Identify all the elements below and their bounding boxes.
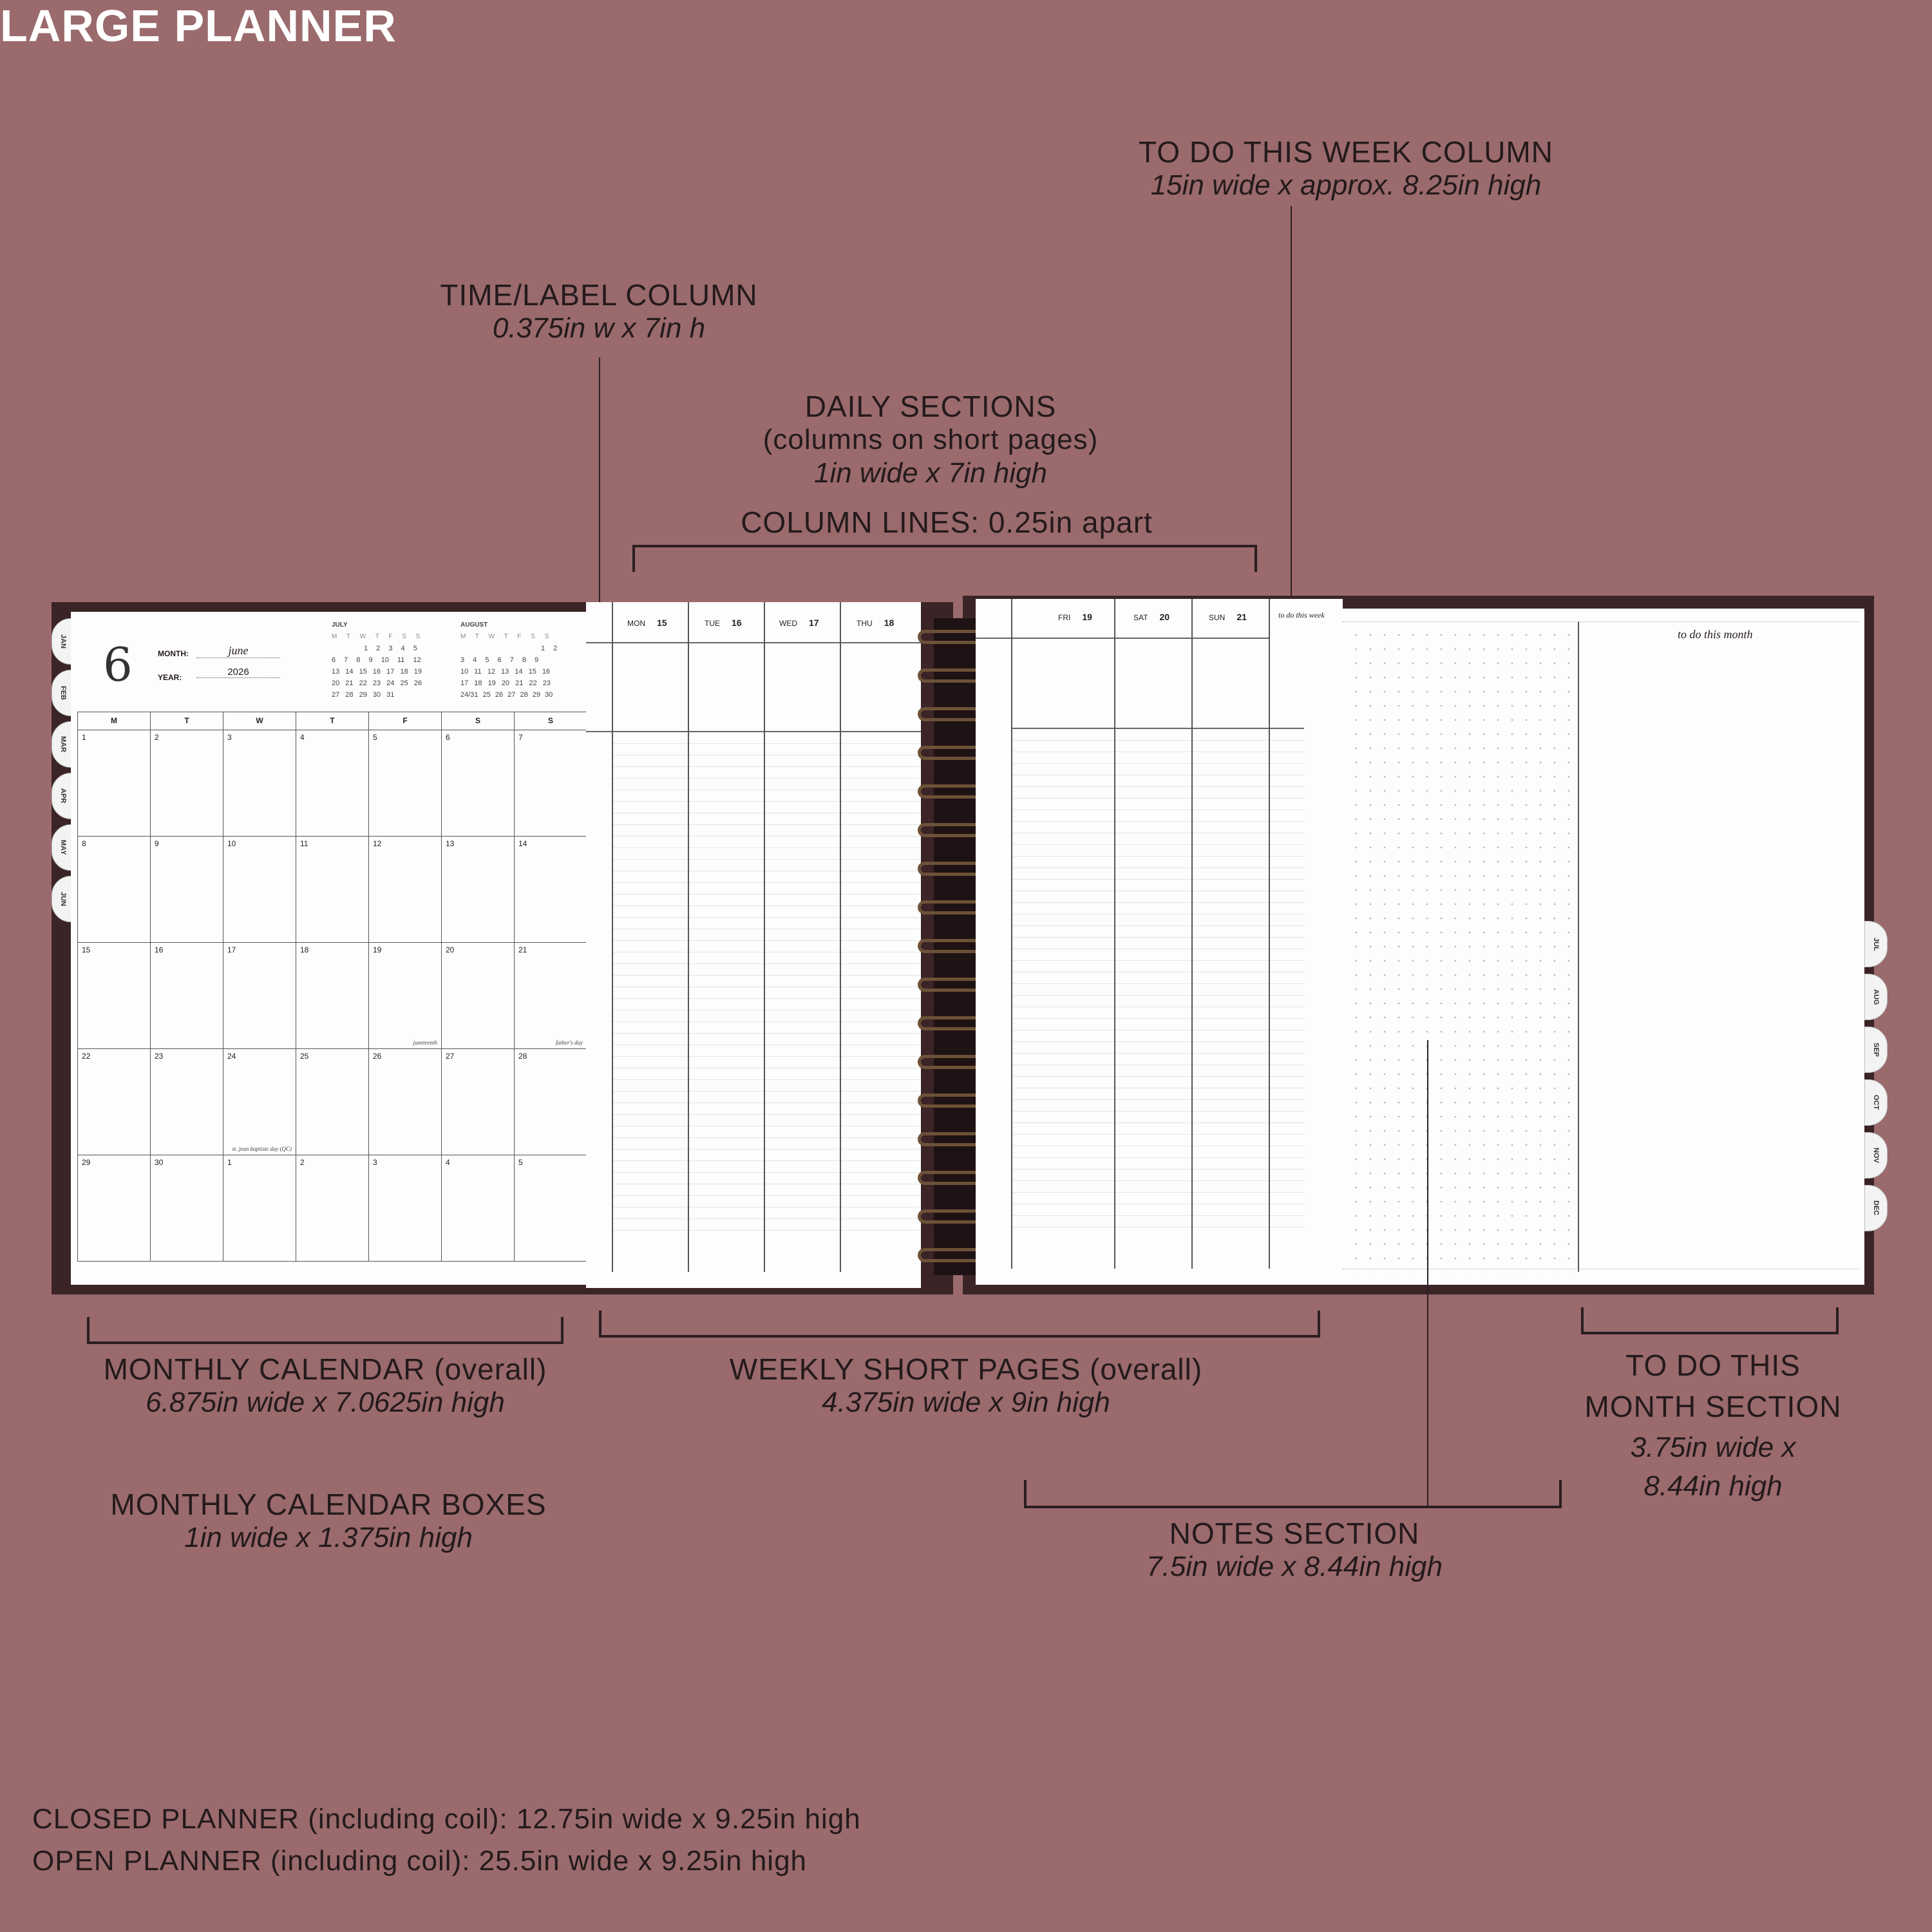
calendar-day-box[interactable] bbox=[515, 730, 587, 837]
monthly-calendar-bracket bbox=[87, 1317, 564, 1344]
mini-july-row: 20 21 22 23 24 25 26 bbox=[332, 679, 422, 687]
calendar-day-box[interactable] bbox=[223, 943, 296, 1049]
calendar-day-box[interactable] bbox=[369, 1155, 442, 1262]
todo-week-divider bbox=[1269, 599, 1270, 1269]
todo-month-column-label: to do this month bbox=[1678, 628, 1753, 641]
todo-month-heading-2: MONTH SECTION bbox=[1584, 1390, 1842, 1423]
weekday-header: S bbox=[442, 712, 515, 730]
monthly-calendar-label bbox=[87, 1352, 564, 1419]
notes-bracket bbox=[1024, 1480, 1562, 1508]
notes-dims: 7.5in wide x 8.44in high bbox=[1146, 1551, 1443, 1582]
tab-mar[interactable]: MAR bbox=[52, 721, 75, 768]
notes-todo-page bbox=[1343, 609, 1864, 1285]
tab-feb[interactable]: FEB bbox=[52, 670, 75, 716]
tab-jun[interactable]: JUN bbox=[52, 876, 75, 922]
mini-aug-row: 17 18 19 20 21 22 23 bbox=[460, 679, 551, 687]
todo-week-label bbox=[1082, 135, 1610, 202]
day-divider bbox=[688, 602, 689, 1272]
day-number: 12 bbox=[373, 839, 382, 848]
day-number: 24 bbox=[227, 1052, 236, 1061]
day-header-wed: WED 17 bbox=[779, 618, 819, 628]
daily-dims: 1in wide x 7in high bbox=[813, 457, 1047, 489]
mini-aug-row: 10 11 12 13 14 15 16 bbox=[460, 668, 551, 676]
time-label-column-label bbox=[386, 278, 811, 345]
calendar-day-box[interactable] bbox=[442, 943, 515, 1049]
calendar-day-box[interactable] bbox=[223, 730, 296, 837]
tab-jul[interactable]: JUL bbox=[1864, 921, 1888, 967]
calendar-day-box[interactable] bbox=[296, 730, 369, 837]
day-number: 3 bbox=[373, 1158, 377, 1167]
todo-week-heading: TO DO THIS WEEK COLUMN bbox=[1139, 135, 1553, 169]
monthly-calendar-heading: MONTHLY CALENDAR (overall) bbox=[103, 1352, 547, 1386]
mini-calendar-august bbox=[460, 620, 557, 701]
weekday-header: T bbox=[296, 712, 369, 730]
day-number: 10 bbox=[227, 839, 236, 848]
weekday-header: W bbox=[223, 712, 296, 730]
weekly-left-page bbox=[586, 602, 921, 1288]
weekly-short-dims: 4.375in wide x 9in high bbox=[822, 1387, 1110, 1418]
year-field-value[interactable]: 2026 bbox=[196, 667, 280, 678]
day-number: 1 bbox=[227, 1158, 232, 1167]
calendar-day-box[interactable] bbox=[369, 943, 442, 1049]
day-header-sun: SUN 21 bbox=[1209, 612, 1247, 622]
calendar-day-box[interactable] bbox=[78, 1155, 151, 1262]
day-header-thu: THU 18 bbox=[857, 618, 895, 628]
tab-oct[interactable]: OCT bbox=[1864, 1079, 1888, 1126]
day-number: 4 bbox=[300, 733, 305, 742]
mini-aug-row: 3 4 5 6 7 8 9 bbox=[460, 656, 539, 664]
calendar-day-box[interactable] bbox=[78, 837, 151, 943]
day-number: 23 bbox=[155, 1052, 164, 1061]
daily-sub: (columns on short pages) bbox=[762, 424, 1099, 455]
page-title: LARGE PLANNER bbox=[0, 1, 397, 51]
mini-july-days: M T W T F S S bbox=[332, 633, 421, 640]
calendar-boxes-label bbox=[90, 1488, 567, 1555]
calendar-day-box[interactable] bbox=[442, 730, 515, 837]
calendar-day-box[interactable] bbox=[78, 1049, 151, 1155]
calendar-grid-body bbox=[77, 712, 587, 1262]
day-number: 22 bbox=[82, 1052, 91, 1061]
todo-week-column-label: to do this week bbox=[1278, 611, 1325, 620]
calendar-day-box[interactable] bbox=[78, 943, 151, 1049]
tab-aug[interactable]: AUG bbox=[1864, 974, 1888, 1020]
calendar-day-box[interactable] bbox=[442, 1155, 515, 1262]
weekly-short-bracket bbox=[599, 1311, 1320, 1338]
day-number: 8 bbox=[82, 839, 86, 848]
open-planner-dims: OPEN PLANNER (including coil): 25.5in wide x 9.25in high bbox=[32, 1845, 808, 1877]
day-number: 18 bbox=[300, 945, 309, 954]
day-number: 29 bbox=[82, 1158, 91, 1167]
calendar-day-box[interactable] bbox=[442, 1049, 515, 1155]
month-number: 6 bbox=[103, 638, 133, 692]
day-header-tue: TUE 16 bbox=[705, 618, 742, 628]
mini-july-row: 1 2 3 4 5 bbox=[364, 645, 417, 652]
daily-heading: DAILY SECTIONS bbox=[804, 390, 1057, 423]
column-lines-bracket bbox=[632, 545, 1257, 572]
calendar-day-box[interactable] bbox=[296, 943, 369, 1049]
weekly-short-label bbox=[708, 1352, 1224, 1419]
todo-week-dims: 15in wide x approx. 8.25in high bbox=[1150, 169, 1542, 201]
day-number: 7 bbox=[518, 733, 523, 742]
day-number: 13 bbox=[446, 839, 455, 848]
calendar-day-box[interactable] bbox=[151, 1049, 223, 1155]
day-number: 5 bbox=[373, 733, 377, 742]
notes-label bbox=[1037, 1517, 1552, 1584]
year-field-label: YEAR: bbox=[158, 673, 182, 682]
todo-month-label bbox=[1565, 1345, 1861, 1504]
calendar-day-box[interactable] bbox=[515, 1155, 587, 1262]
mini-aug-row: 1 2 bbox=[541, 645, 558, 652]
tab-may[interactable]: MAY bbox=[52, 824, 75, 871]
column-lines-heading: COLUMN LINES: 0.25in apart bbox=[741, 506, 1153, 539]
mini-calendar-july bbox=[332, 620, 422, 701]
todo-month-dims-1: 3.75in wide x bbox=[1630, 1432, 1796, 1463]
daily-sections-label bbox=[708, 390, 1153, 490]
todo-month-dims-2: 8.44in high bbox=[1643, 1470, 1783, 1502]
month-field-label: MONTH: bbox=[158, 649, 189, 658]
day-number: 9 bbox=[155, 839, 159, 848]
todo-month-bracket bbox=[1581, 1307, 1839, 1334]
month-field-value[interactable]: june bbox=[196, 644, 280, 658]
calendar-day-box[interactable] bbox=[369, 837, 442, 943]
day-number: 25 bbox=[300, 1052, 309, 1061]
mini-aug-days: M T W T F S S bbox=[460, 633, 549, 640]
time-label-dims: 0.375in w x 7in h bbox=[492, 312, 706, 344]
day-number: 28 bbox=[518, 1052, 527, 1061]
closed-planner-dims: CLOSED PLANNER (including coil): 12.75in wide x 9.25in high bbox=[32, 1803, 861, 1835]
calendar-day-box[interactable] bbox=[369, 1049, 442, 1155]
calendar-day-box[interactable] bbox=[151, 730, 223, 837]
day-number: 3 bbox=[227, 733, 232, 742]
calendar-day-box[interactable] bbox=[223, 837, 296, 943]
day-number: 14 bbox=[518, 839, 527, 848]
holiday-note: juneteenth bbox=[413, 1039, 437, 1046]
day-number: 27 bbox=[446, 1052, 455, 1061]
calendar-day-box[interactable] bbox=[151, 837, 223, 943]
calendar-day-box[interactable] bbox=[515, 1049, 587, 1155]
top-dotted-rule bbox=[1343, 621, 1858, 622]
notes-divider bbox=[1578, 621, 1579, 1272]
day-divider bbox=[1114, 599, 1115, 1269]
day-number: 17 bbox=[227, 945, 236, 954]
calendar-day-box[interactable] bbox=[442, 837, 515, 943]
day-number: 5 bbox=[518, 1158, 523, 1167]
day-divider bbox=[840, 602, 841, 1272]
day-number: 21 bbox=[518, 945, 527, 954]
day-header-mon: MON 15 bbox=[627, 618, 667, 628]
day-number: 26 bbox=[373, 1052, 382, 1061]
tab-dec[interactable]: DEC bbox=[1864, 1185, 1888, 1231]
calendar-day-box[interactable] bbox=[515, 837, 587, 943]
tab-jan[interactable]: JAN bbox=[52, 618, 75, 665]
day-number: 30 bbox=[155, 1158, 164, 1167]
notes-heading: NOTES SECTION bbox=[1169, 1517, 1420, 1550]
calendar-day-box[interactable] bbox=[78, 730, 151, 837]
calendar-day-box[interactable] bbox=[369, 730, 442, 837]
tab-sep[interactable]: SEP bbox=[1864, 1027, 1888, 1073]
notes-pointer bbox=[1427, 1040, 1428, 1507]
ruled-lines bbox=[612, 732, 921, 1235]
weekday-header: F bbox=[369, 712, 442, 730]
monthly-page bbox=[71, 612, 586, 1285]
calendar-boxes-dims: 1in wide x 1.375in high bbox=[184, 1522, 473, 1553]
weekday-header: M bbox=[78, 712, 151, 730]
time-label-heading: TIME/LABEL COLUMN bbox=[440, 278, 758, 312]
day-number: 19 bbox=[373, 945, 382, 954]
ruled-lines bbox=[1011, 729, 1304, 1231]
monthly-calendar-dims: 6.875in wide x 7.0625in high bbox=[146, 1387, 505, 1418]
day-number: 2 bbox=[155, 733, 159, 742]
mini-july-row: 6 7 8 9 10 11 12 bbox=[332, 656, 421, 664]
calendar-boxes-heading: MONTHLY CALENDAR BOXES bbox=[110, 1488, 547, 1521]
tab-apr[interactable]: APR bbox=[52, 773, 75, 819]
day-number: 4 bbox=[446, 1158, 450, 1167]
column-lines-label bbox=[696, 506, 1198, 539]
holiday-note: st. jean baptiste day (QC) bbox=[232, 1146, 292, 1152]
calendar-day-box[interactable] bbox=[223, 1049, 296, 1155]
day-number: 11 bbox=[300, 839, 308, 848]
holiday-note: father's day bbox=[555, 1039, 583, 1046]
day-number: 15 bbox=[82, 945, 91, 954]
day-number: 1 bbox=[82, 733, 86, 742]
mini-aug-name: AUGUST bbox=[460, 621, 488, 629]
tab-nov[interactable]: NOV bbox=[1864, 1132, 1888, 1179]
day-divider bbox=[1191, 599, 1193, 1269]
mini-july-name: JULY bbox=[332, 621, 348, 629]
mini-july-row: 27 28 29 30 31 bbox=[332, 691, 395, 699]
calendar-day-box[interactable] bbox=[151, 1155, 223, 1262]
day-header-fri: FRI 19 bbox=[1058, 612, 1092, 622]
day-number: 6 bbox=[446, 733, 450, 742]
mini-aug-row: 24/31 25 26 27 28 29 30 bbox=[460, 691, 553, 699]
mini-july-row: 13 14 15 16 17 18 19 bbox=[332, 668, 422, 676]
day-divider bbox=[1011, 599, 1012, 1269]
week-header-rule bbox=[586, 642, 921, 643]
week-header-rule bbox=[976, 638, 1269, 639]
calendar-day-box[interactable] bbox=[296, 837, 369, 943]
calendar-day-box[interactable] bbox=[515, 943, 587, 1049]
weekly-short-heading: WEEKLY SHORT PAGES (overall) bbox=[729, 1352, 1203, 1386]
day-number: 20 bbox=[446, 945, 455, 954]
time-label-column-line bbox=[612, 602, 613, 1272]
calendar-day-box[interactable] bbox=[296, 1155, 369, 1262]
weekday-header: T bbox=[151, 712, 223, 730]
weekly-right-page bbox=[976, 599, 1343, 1285]
day-divider bbox=[764, 602, 765, 1272]
calendar-day-box[interactable] bbox=[296, 1049, 369, 1155]
todo-month-heading-1: TO DO THIS bbox=[1625, 1349, 1801, 1382]
weekday-header: S bbox=[515, 712, 587, 730]
notes-dot-grid bbox=[1349, 628, 1575, 1272]
calendar-day-box[interactable] bbox=[223, 1155, 296, 1262]
day-number: 2 bbox=[300, 1158, 305, 1167]
calendar-day-box[interactable] bbox=[151, 943, 223, 1049]
day-header-sat: SAT 20 bbox=[1133, 612, 1170, 622]
day-number: 16 bbox=[155, 945, 164, 954]
